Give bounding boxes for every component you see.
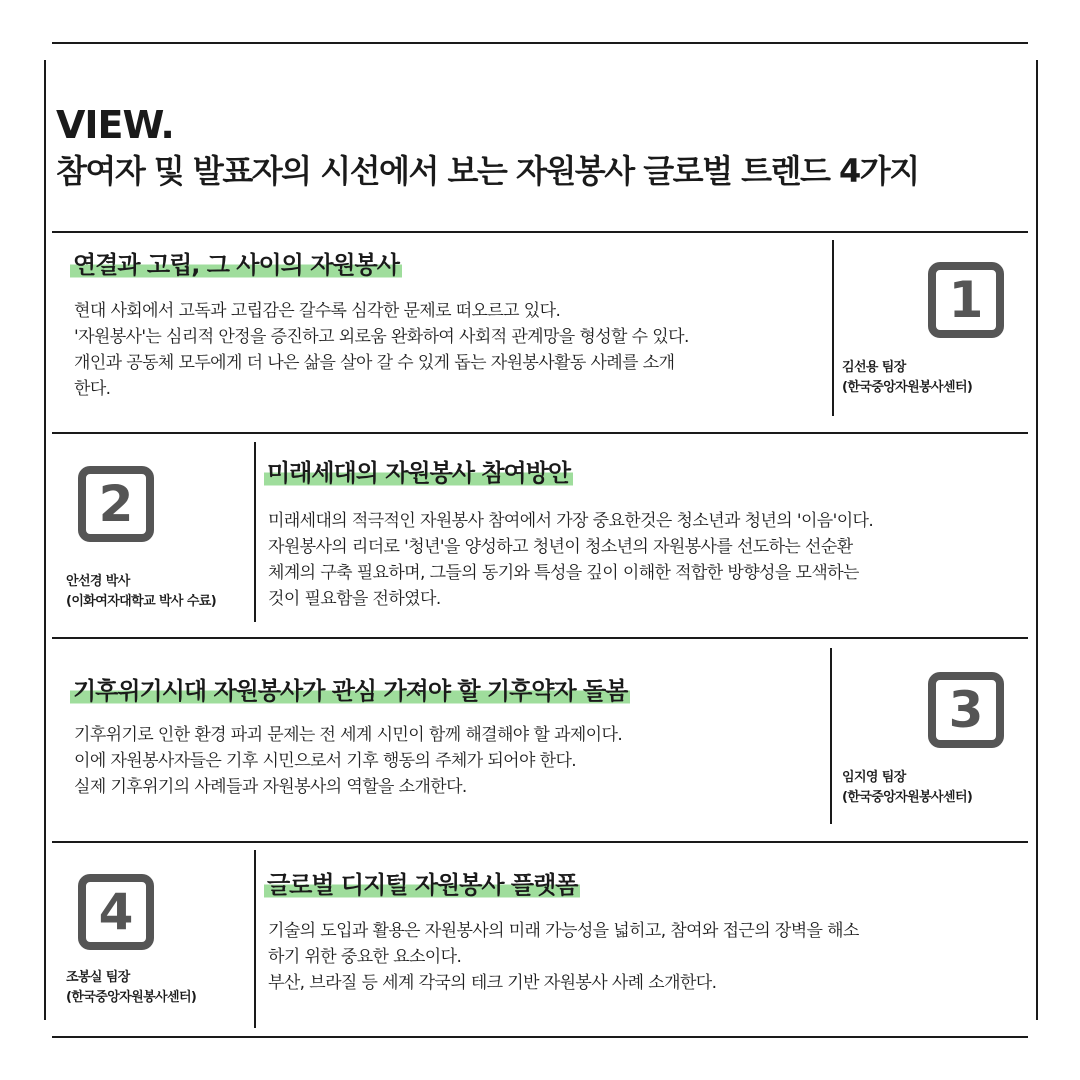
body-line: 현대 사회에서 고독과 고립감은 갈수록 심각한 문제로 떠오르고 있다.	[74, 301, 561, 321]
body-line: 기술의 도입과 활용은 자원봉사의 미래 가능성을 넓히고, 참여와 접근의 장벽을 해소	[268, 921, 859, 941]
section-1-divider	[832, 240, 834, 416]
section-title: 미래세대의 자원봉사 참여방안	[264, 458, 573, 488]
speaker-info	[842, 358, 972, 398]
speaker-info	[842, 768, 972, 808]
body-line: 이에 자원봉사자들은 기후 시민으로서 기후 행동의 주체가 되어야 한다.	[74, 751, 577, 771]
body-line: 실제 기후위기의 사례들과 자원봉사의 역할을 소개한다.	[74, 777, 467, 797]
speaker-org: (한국중앙자원봉사센터)	[66, 990, 197, 1005]
section-body	[74, 298, 826, 402]
speaker-name: 조봉실 팀장	[66, 970, 130, 985]
section-divider	[52, 841, 1028, 843]
right-border	[1036, 60, 1038, 1020]
speaker-name: 안선경 박사	[66, 574, 130, 589]
section-title: 연결과 고립, 그 사이의 자원봉사	[70, 250, 402, 280]
body-line: 개인과 공동체 모두에게 더 나은 삶을 살아 갈 수 있게 돕는 자원봉사활동 사례를 소개	[74, 353, 675, 373]
body-line: 한다.	[74, 379, 111, 399]
bottom-rule	[52, 1036, 1028, 1038]
number-3-icon: 3	[928, 672, 1004, 748]
section-title: 글로벌 디지털 자원봉사 플랫폼	[264, 870, 580, 900]
body-line: 기후위기로 인한 환경 파괴 문제는 전 세계 시민이 함께 해결해야 할 과제이다.	[74, 725, 623, 745]
body-line: 미래세대의 적극적인 자원봉사 참여에서 가장 중요한것은 청소년과 청년의 '이음'이다.	[268, 511, 874, 531]
page-subtitle: 참여자 및 발표자의 시선에서 보는 자원봉사 글로벌 트렌드 4가지	[56, 152, 919, 190]
speaker-info	[66, 572, 216, 612]
number-4-icon: 4	[78, 874, 154, 950]
section-divider	[52, 637, 1028, 639]
section-body	[268, 508, 1028, 612]
speaker-name: 임지영 팀장	[842, 770, 906, 785]
body-line: '자원봉사'는 심리적 안정을 증진하고 외로움 완화하여 사회적 관계망을 형성할 수 있다.	[74, 327, 689, 347]
section-divider	[52, 231, 1028, 233]
speaker-org: (한국중앙자원봉사센터)	[842, 380, 973, 395]
number-2-icon: 2	[78, 466, 154, 542]
body-line: 자원봉사의 리더로 '청년'을 양성하고 청년이 청소년의 자원봉사를 선도하는 선순환	[268, 537, 853, 557]
body-line: 체계의 구축 필요하며, 그들의 동기와 특성을 깊이 이해한 적합한 방향성을 모색하는	[268, 563, 859, 583]
number-1-icon: 1	[928, 262, 1004, 338]
speaker-org: (한국중앙자원봉사센터)	[842, 790, 973, 805]
section-divider	[52, 432, 1028, 434]
section-title: 기후위기시대 자원봉사가 관심 가져야 할 기후약자 돌봄	[70, 676, 630, 706]
body-line: 부산, 브라질 등 세계 각국의 테크 기반 자원봉사 사례 소개한다.	[268, 973, 717, 993]
section-4-divider	[254, 850, 256, 1028]
body-line: 것이 필요함을 전하였다.	[268, 589, 441, 609]
speaker-name: 김선용 팀장	[842, 360, 906, 375]
top-rule	[52, 42, 1028, 44]
section-3-divider	[830, 648, 832, 824]
body-line: 하기 위한 중요한 요소이다.	[268, 947, 462, 967]
page-title: VIEW.	[56, 103, 174, 147]
section-body	[268, 918, 1028, 996]
section-body	[74, 722, 826, 800]
speaker-org: (이화여자대학교 박사 수료)	[66, 594, 217, 609]
section-2-divider	[254, 442, 256, 622]
left-border	[44, 60, 46, 1020]
speaker-info	[66, 968, 196, 1008]
